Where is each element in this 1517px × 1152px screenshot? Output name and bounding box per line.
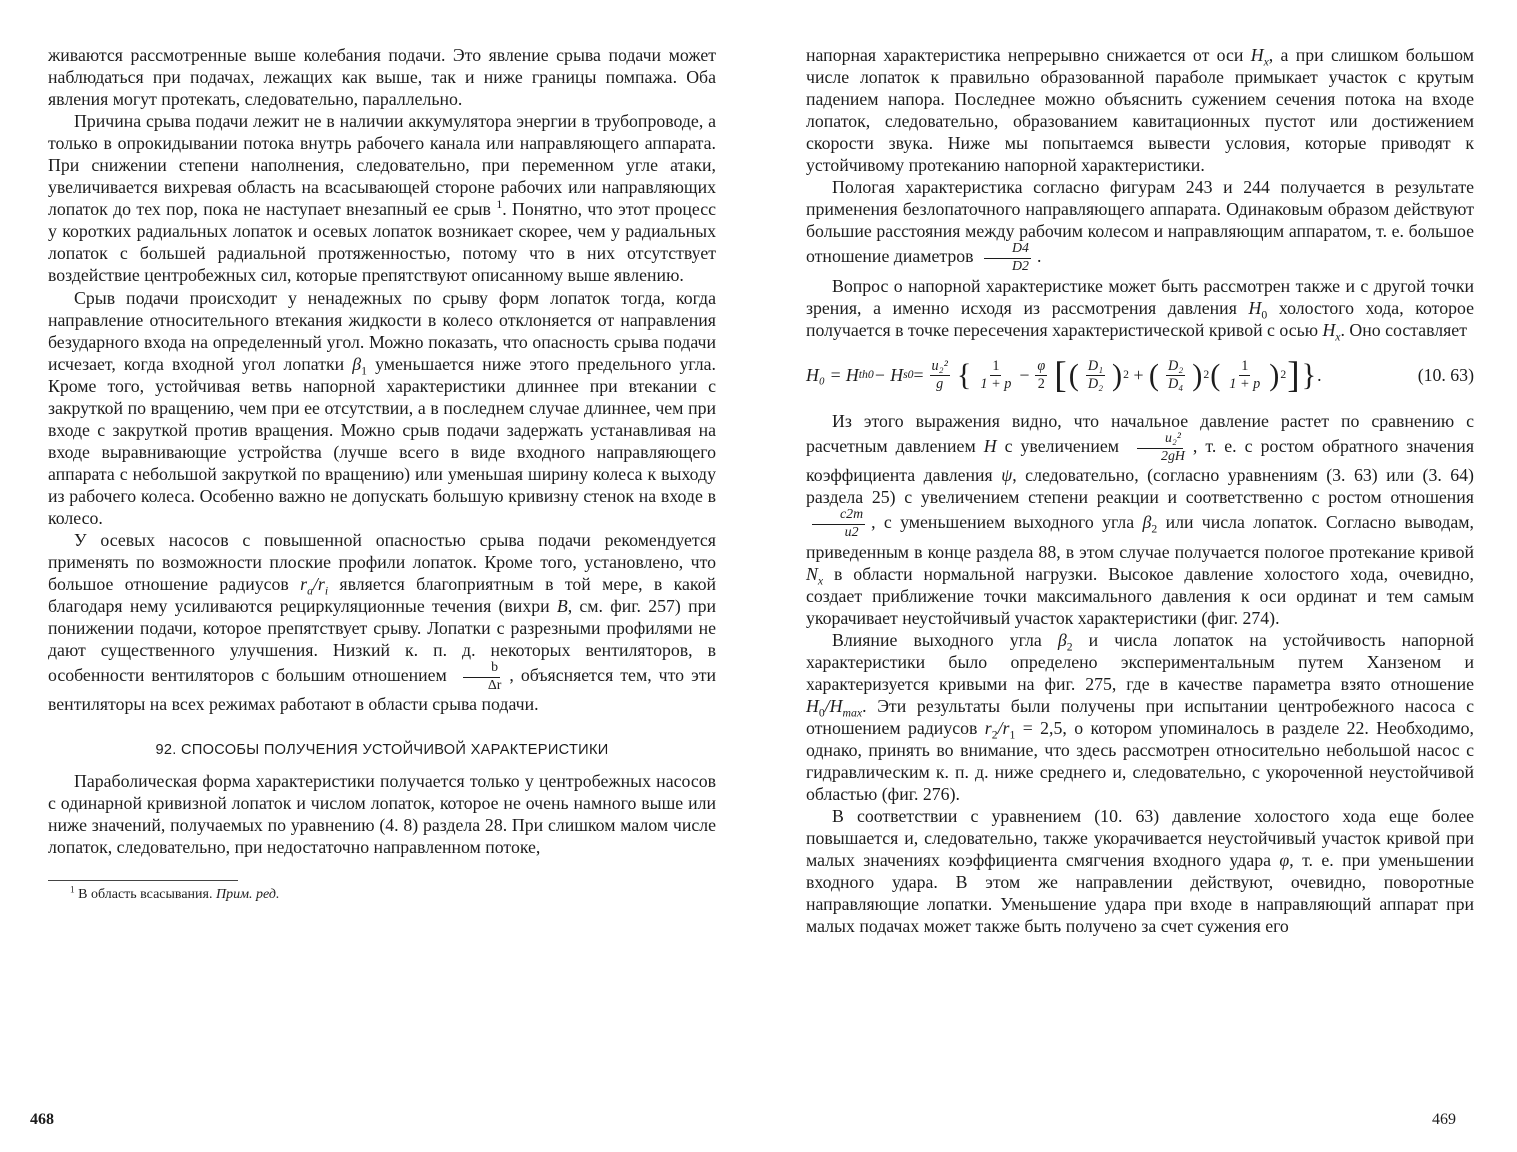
text-run: . Эти результаты были получены при испытании центробежного насоса с отношением радиусов xyxy=(806,695,1474,738)
subscript: 0 xyxy=(818,706,825,720)
left-page-body-continued xyxy=(48,770,716,858)
paragraph xyxy=(48,44,716,110)
text-run: У осевых насосов с повышенной опасностью срыва подачи рекомендуется применять по возможности плоские профили лопаток. Кроме того, установлено, что большое отношение радиусов xyxy=(48,530,716,595)
footnote-text xyxy=(75,887,280,902)
eq-paren: ( xyxy=(1068,358,1079,393)
text-run: H xyxy=(1250,45,1264,65)
page-number-right: 469 xyxy=(1432,1111,1456,1128)
equation-number: (10. 63) xyxy=(1417,364,1474,385)
text-run: живаются рассмотренные выше колебания подачи. Это явление срыва подачи может наблюдаться при подачах, лежащих как выше, так и ниже границы помпажа. Оба явления могут протекать, следовательно, параллельно. xyxy=(48,45,716,110)
subscript: 1 xyxy=(361,364,367,378)
inline-fraction xyxy=(460,661,504,693)
equation-expression: H₀ = H th0 − H s0 = $\frac{\text{u₂²}}{g}$ { $\frac{1}{1 + p}$ − $\frac{\varphi}{2}$ [ ( $\frac{\text{D₁}}{\text{D₂}}$ ) 2 + ( $\frac{\text{D₂}}{\text{D₄}}$ ) 2 ( $\frac{1}{1 + p}$ ) 2 ] } . xyxy=(806,354,1322,396)
eq-brace-close: } xyxy=(1301,358,1317,393)
text-run: или числа лопаток. Согласно выводам, приведенным в конце раздела 88, в этом случае получается пологое протекание кривой xyxy=(806,512,1474,562)
text-run: с увеличением xyxy=(996,436,1128,457)
text-run: является благоприятным в той мере, в какой благодаря нему усиливаются рециркуляционные течения (вихри xyxy=(48,574,717,617)
footnote xyxy=(70,884,716,903)
text-run: В соответствии с уравнением (10. 63) давление холостого хода еще более повышается и, следовательно, также укорачивается неустойчивый участок кривой при малых значениях коэффициента смягчения входного удара xyxy=(806,806,1474,871)
page-number-left: 468 xyxy=(30,1111,54,1128)
text-run: В область всасывания. xyxy=(74,886,216,902)
text-run: Прим. ред. xyxy=(215,886,280,902)
fraction-denominator: u2 xyxy=(844,524,859,540)
eq-frac-num: D₂ xyxy=(1168,357,1184,374)
subscript: 2 xyxy=(1066,640,1073,654)
eq-frac-den: 2 xyxy=(1037,375,1045,392)
eq-paren: ( xyxy=(1210,358,1221,393)
text-run: N xyxy=(806,563,818,584)
subscript: i xyxy=(324,584,329,598)
text-run: H xyxy=(806,695,819,716)
eq-frac-num: u₂² xyxy=(931,357,948,374)
eq-bracket-close: ] xyxy=(1287,354,1300,396)
subscript: max xyxy=(842,706,863,720)
eq-frac-num: φ xyxy=(1037,357,1046,374)
subscript: x xyxy=(817,574,824,588)
eq-frac-den: D₄ xyxy=(1168,375,1184,392)
paragraph xyxy=(806,805,1474,937)
eq-bracket-open: [ xyxy=(1054,354,1067,396)
fraction-numerator: b xyxy=(463,661,500,678)
equation-10-63 xyxy=(806,354,1474,396)
text-run: Срыв подачи происходит у ненадежных по срыву форм лопаток тогда, когда направление относительного втекания жидкости в колесо отклоняется от направления безударного входа на определенный угол. Можно показать, что опасность срыва подачи исчезает, когда входной угол лопатки xyxy=(48,287,716,374)
text-run: = 2,5, о котором упоминалось в разделе 22. Необходимо, однако, принять во внимание, что здесь рассмотрен относительно небольшой насос с гидравлическим к. п. д. ниже среднего и, следовательно, с укороченной неустойчивой областью (фиг. 276). xyxy=(806,717,1474,805)
fraction-denominator: D2 xyxy=(1012,259,1029,274)
text-run: Пологая характеристика согласно фигурам 243 и 244 получается в результате применения безлопаточного направляющего аппарата. Одинаковым образом действуют большие расстояния между рабочим колесом и направляющим аппаратом, т. е. большое отношение диаметров xyxy=(806,177,1474,267)
fraction-numerator: D4 xyxy=(984,242,1031,259)
fraction-denominator: Δr xyxy=(487,677,502,693)
eq-period: . xyxy=(1317,364,1322,385)
eq-frac-d1-d2 xyxy=(1086,359,1105,392)
text-run: β xyxy=(1142,512,1152,533)
inline-fraction xyxy=(984,242,1031,274)
eq-paren: ) xyxy=(1192,358,1203,393)
paragraph xyxy=(48,110,716,286)
text-run: . Понятно, что этот процесс у коротких радиальных лопаток и осевых лопаток возникает скорее, чем у радиальных лопаток с большей радиальной протяженностью, потому что в них отсутствует воздействие центробежных сил, которые препятствуют описанному выше явлению. xyxy=(48,199,716,286)
text-run: , т. е. с ростом обратного значения коэффициента давления xyxy=(806,436,1475,486)
eq-frac-num: 1 xyxy=(1241,357,1249,374)
fraction-denominator: 2gH xyxy=(1161,448,1185,464)
subscript: x xyxy=(1263,55,1269,69)
text-run: , а при слишком большом числе лопаток к правильно образованной параболе примыкает участок с крутым падением напора. Последнее можно объяснить сужением сечения потока на входе лопаток, следовательно, образованием кавитационных пустот или достижением скорости звука. Ниже мы попытаемся вывести условия, которые приводят к устойчивому протеканию напорной характеристики. xyxy=(806,45,1474,176)
eq-frac-d2-d4 xyxy=(1166,359,1185,392)
eq-paren: ) xyxy=(1112,358,1123,393)
text-run: / xyxy=(824,695,830,716)
inline-fraction xyxy=(1133,432,1187,464)
eq-plus: + xyxy=(1129,364,1148,385)
eq-frac-den: 1 + p xyxy=(980,375,1012,392)
text-run: уменьшается ниже этого предельного угла. Кроме того, устойчивая ветвь напорной характеристики длиннее при втекании с закруткой по вращению, чем при ее отсутствии, а в последнем случае длиннее, чем при входе с закруткой против вращения. Можно срыв подачи задержать устанавливая на входе выравнивающие устройства (лучше всего в виде входного направляющего аппарата с небольшой закруткой по вращению) или уменьшая ширину колеса к выходу из рабочего колеса. Особенно важно не допускать большую кривизну стенок на входе в колесо. xyxy=(48,353,716,528)
eq-frac-den: D₂ xyxy=(1087,375,1104,392)
text-run: β xyxy=(1057,629,1067,650)
text-run: H xyxy=(829,695,843,716)
paragraph xyxy=(806,176,1474,274)
paragraph xyxy=(48,770,716,858)
text-run: r xyxy=(984,717,992,738)
text-run: , т. е. при уменьшении входного удара. В этом же направлении действуют, очевидно, поворотные направляющие лопатки. Уменьшение удара при входе в направляющий аппарат при малых подачах может также быть получено за счет сужения его xyxy=(806,850,1474,937)
paragraph xyxy=(48,529,716,715)
text-run: Причина срыва подачи лежит не в наличии аккумулятора энергии в трубопроводе, а только в опрокидывании потока внутрь рабочего канала или направляющего аппарата. При снижении степени наполнения, следовательно, при переменном угле атаки, увеличивается вихревая область на всасывающей стороне рабочих или направляющих лопаток до тех пор, пока не наступает внезапный ее срыв xyxy=(48,111,716,220)
eq-frac-den: g xyxy=(936,375,944,392)
text-run: / xyxy=(312,574,318,595)
text-run: Параболическая форма характеристики получается только у центробежных насосов с одинарной кривизной лопаток и числом лопаток, которое не очень намного выше или ниже значений, получаемых по уравнению (4. 8) раздела 28. При слишком малом числе лопаток, следовательно, при недостаточно направленном потоке, xyxy=(48,770,716,857)
paragraph xyxy=(48,287,716,530)
paragraph xyxy=(806,44,1474,176)
fraction-numerator: u₂² xyxy=(1137,432,1183,449)
subscript: 2 xyxy=(991,728,998,742)
footnote-marker: 1 xyxy=(70,884,75,895)
right-page-body xyxy=(806,44,1474,344)
text-run: φ xyxy=(1279,850,1290,871)
text-run: H xyxy=(1322,319,1336,340)
text-run: , объясняется тем, что эти вентиляторы на всех режимах работают в области срыва подачи. xyxy=(48,665,716,715)
text-run: Вопрос о напорной характеристике может быть рассмотрен также и с другой точки зрения, а именно исходя из рассмотрения давления xyxy=(806,275,1474,318)
subscript: 1 xyxy=(1009,728,1016,742)
eq-frac-1-1p-b xyxy=(1227,359,1262,392)
left-page-body xyxy=(48,44,716,716)
superscript: 1 xyxy=(496,198,503,212)
left-page xyxy=(48,44,716,903)
subscript: 0 xyxy=(1261,308,1268,322)
eq-lhs: H₀ = H xyxy=(806,364,859,385)
text-run: B xyxy=(556,596,568,617)
subscript: a xyxy=(307,584,313,598)
text-run: Из этого выражения видно, что начальное давление растет по сравнению с расчетным давлением xyxy=(806,411,1474,457)
text-run: H xyxy=(1248,297,1262,318)
text-run: , с уменьшением выходного угла xyxy=(871,512,1143,533)
text-run: в области нормальной нагрузки. Высокое давление холостого хода, очевидно, создает приближение точки максимального давления к оси ординат и тем самым укорачивает неустойчивый участок характеристики (фиг. 274). xyxy=(806,563,1474,628)
subscript: x xyxy=(1335,330,1341,344)
eq-frac-num: 1 xyxy=(992,357,1000,374)
eq-frac-den: 1 + p xyxy=(1229,375,1261,392)
eq-brace-open: { xyxy=(956,358,972,393)
text-run: Влияние выходного угла xyxy=(832,629,1058,650)
right-page xyxy=(806,44,1474,937)
text-run: , следовательно, (согласно уравнениям (3. 63) или (3. 64) раздела 25) с увеличением степени реакции и соответственно с ростом отношения xyxy=(806,465,1474,508)
subscript: 2 xyxy=(1151,523,1158,537)
text-run: β xyxy=(352,353,362,374)
text-run: H xyxy=(983,436,997,457)
right-page-body-continued xyxy=(806,410,1474,937)
text-run: r xyxy=(317,574,325,595)
eq-frac-1-1p xyxy=(978,359,1013,392)
text-run: r xyxy=(300,574,308,595)
eq-equals: = xyxy=(913,364,924,385)
text-run: . xyxy=(1036,246,1042,267)
eq-minus-term: − H xyxy=(873,364,904,385)
eq-paren: ) xyxy=(1269,358,1280,393)
text-run: / xyxy=(997,717,1003,738)
text-run: холостого хода, которое получается в точке пересечения характеристической кривой с осью xyxy=(806,297,1474,340)
section-heading: 92. СПОСОБЫ ПОЛУЧЕНИЯ УСТОЙЧИВОЙ ХАРАКТЕРИСТИКИ xyxy=(155,741,609,758)
text-run: r xyxy=(1002,717,1010,738)
footnote-divider xyxy=(48,880,238,881)
eq-frac-phi-2 xyxy=(1035,359,1047,392)
text-run: и числа лопаток на устойчивость напорной характеристики было определено экспериментальным путем Ханзеном и характеризуется кривыми на фиг. 275, где в качестве параметра взято отношение xyxy=(806,629,1474,694)
eq-frac-u2-g xyxy=(930,359,950,392)
eq-frac-num: D₁ xyxy=(1087,357,1104,374)
fraction-numerator: c2m xyxy=(812,508,865,525)
paragraph xyxy=(806,410,1474,629)
text-run: ψ xyxy=(1001,465,1013,486)
eq-minus: − xyxy=(1019,364,1030,385)
paragraph xyxy=(806,629,1474,805)
eq-paren: ( xyxy=(1148,358,1159,393)
text-run: , см. фиг. 257) при понижении подачи, которое препятствует срыву. Лопатки с разрезными профилями не дают существенного улучшения. Низкий к. п. д. некоторых вентиляторов, в особенности вентиляторов с большим отношением xyxy=(48,596,716,686)
paragraph xyxy=(806,275,1474,344)
text-run: . Оно составляет xyxy=(1340,319,1467,340)
inline-fraction xyxy=(812,508,865,540)
text-run: напорная характеристика непрерывно снижается от оси xyxy=(806,45,1251,65)
